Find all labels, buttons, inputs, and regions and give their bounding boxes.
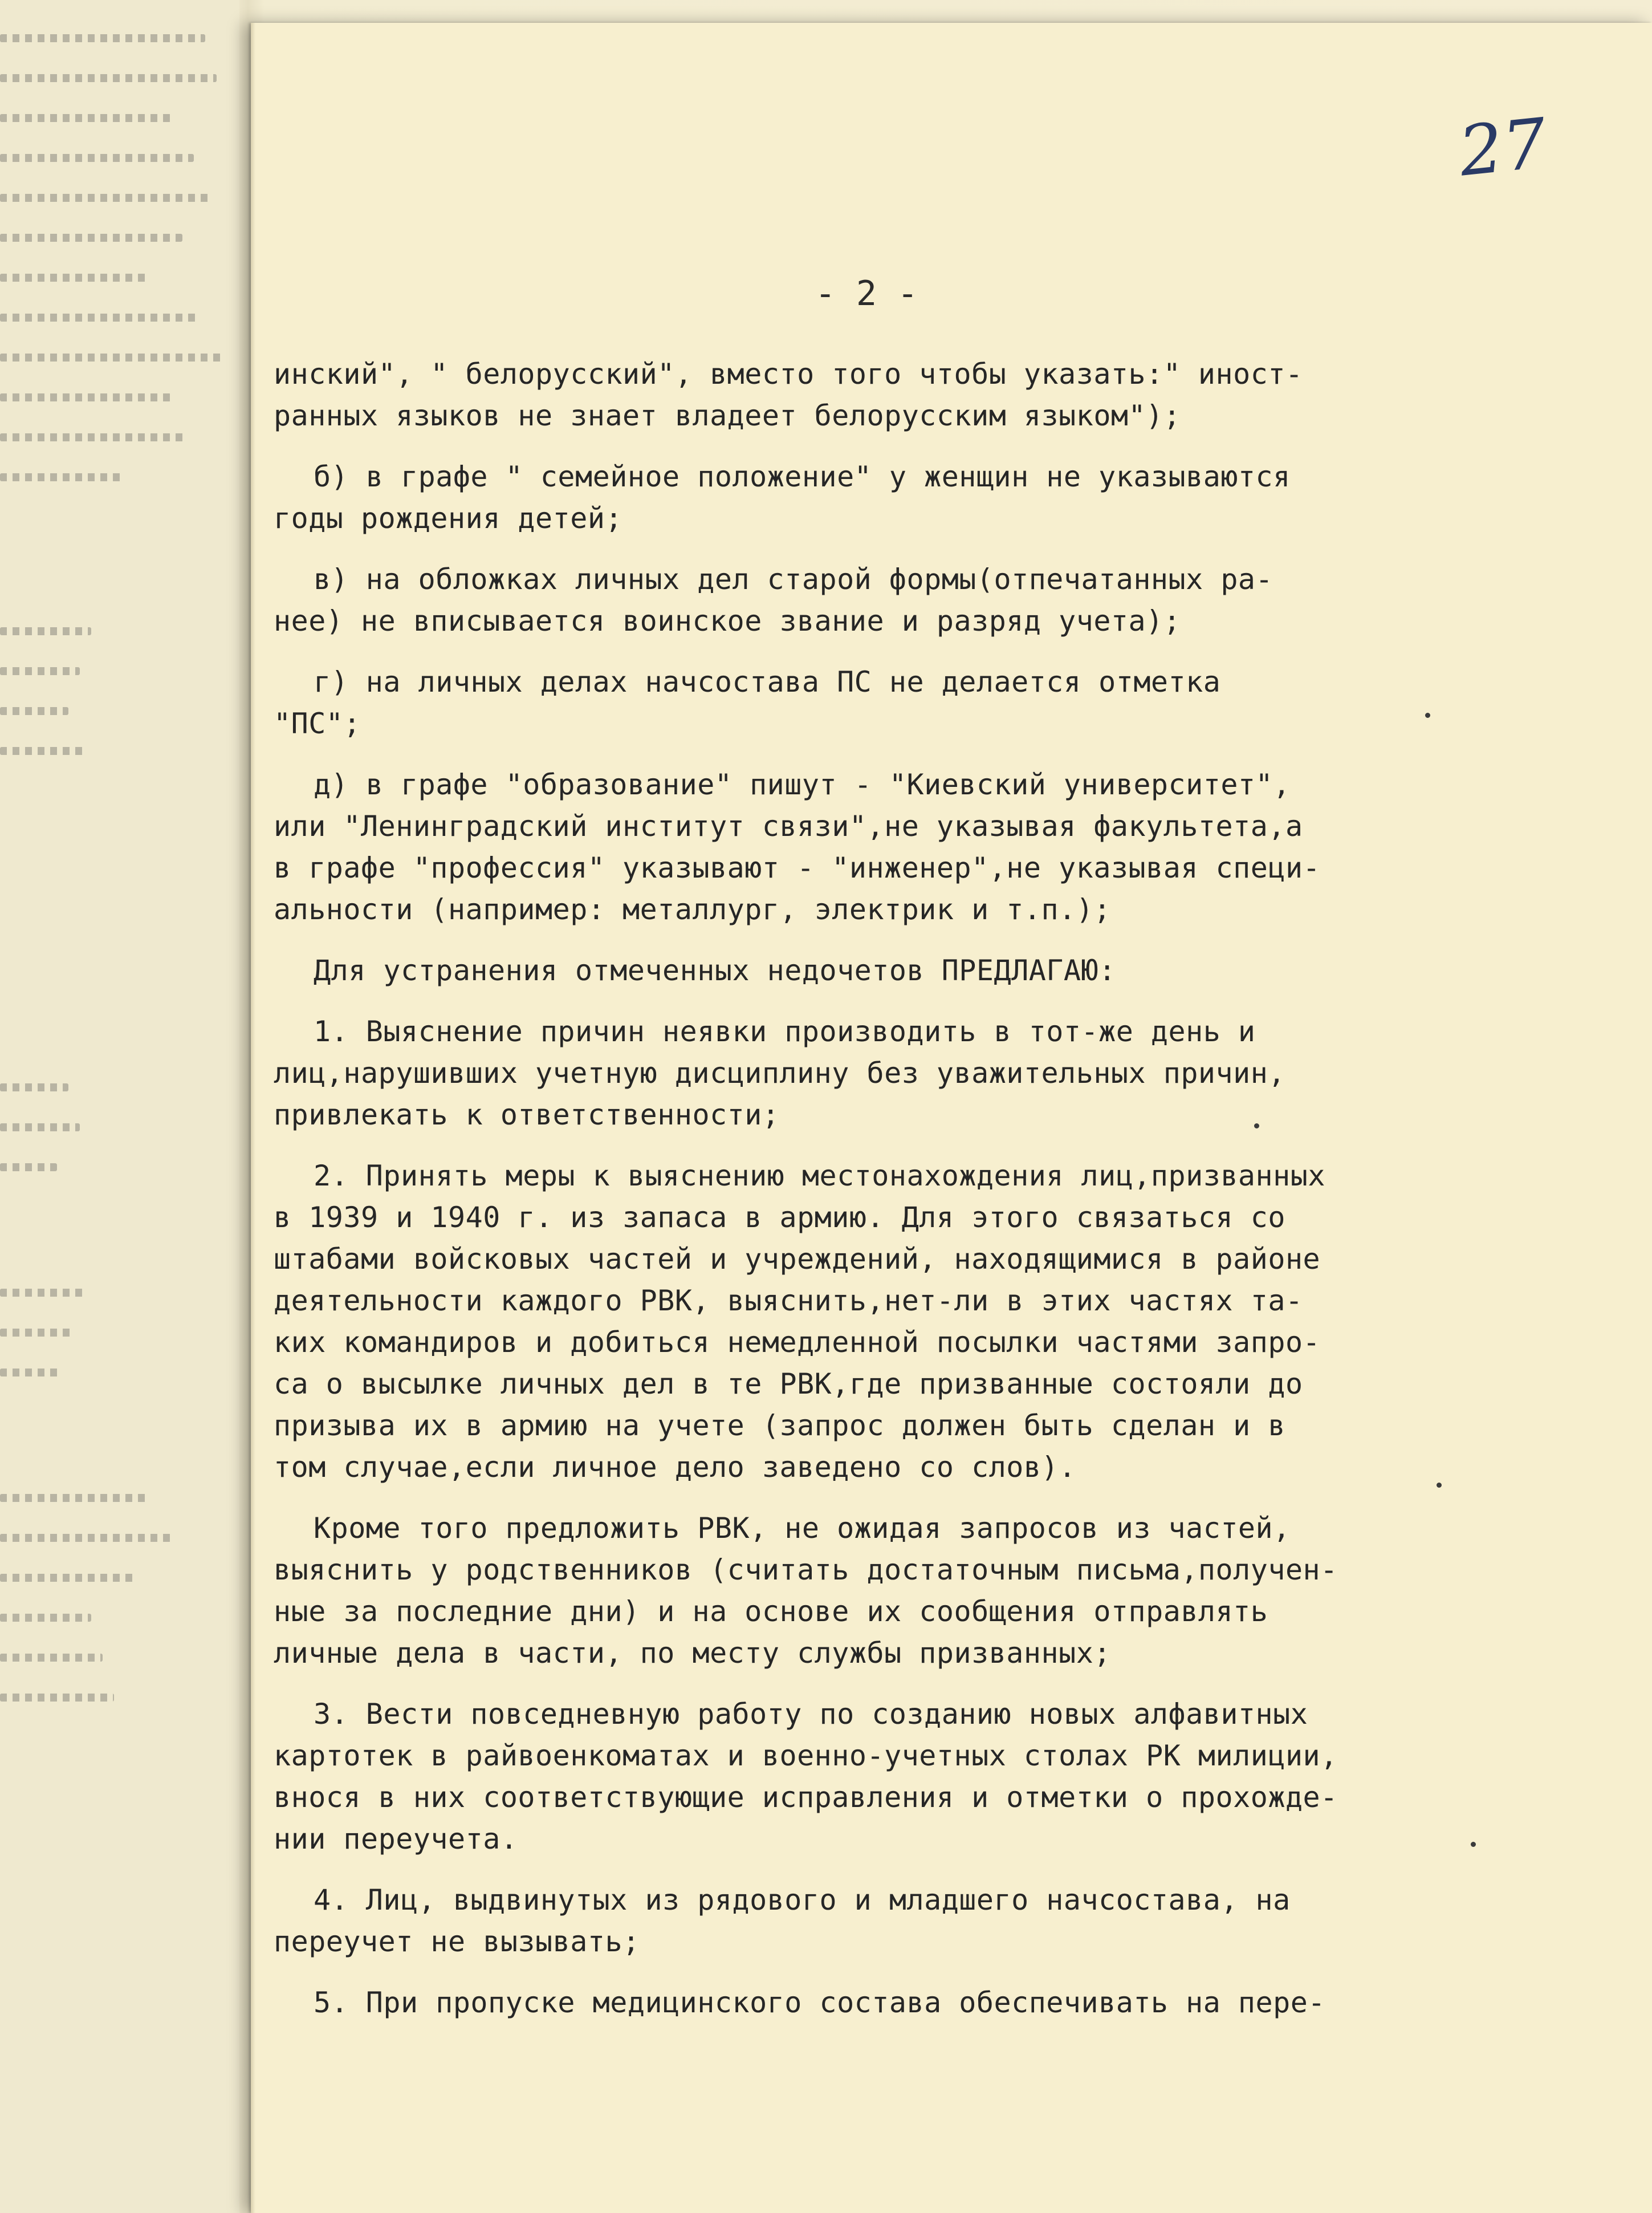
ink-speck — [1437, 1483, 1442, 1488]
text-line: 4. Лиц, выдвинутых из рядового и младшего начсостава, на — [314, 1883, 1291, 1916]
document-page — [251, 23, 1652, 2213]
faded-text-line — [0, 627, 91, 635]
ink-speck — [1254, 1123, 1259, 1128]
text-line: ких командиров и добиться немедленной посылки частями запро- — [274, 1326, 1321, 1359]
text-line: ные за последние дни) и на основе их сообщения отправлять — [274, 1595, 1268, 1628]
faded-text-line — [0, 1574, 137, 1582]
paragraph — [274, 661, 1442, 745]
faded-text-line — [0, 234, 182, 242]
text-line: привлекать к ответственности; — [274, 1098, 780, 1131]
faded-text-line — [0, 473, 125, 481]
faded-text-line — [0, 747, 86, 755]
text-line: или "Ленинградский институт связи",не указывая факультета,а — [274, 810, 1303, 843]
faded-text-line — [0, 354, 222, 362]
paragraph — [274, 354, 1442, 437]
text-line: призыва их в армию на учете (запрос должен быть сделан и в — [274, 1409, 1285, 1442]
paragraph — [274, 950, 1442, 992]
faded-text-line — [0, 194, 211, 202]
faded-text-line — [0, 1494, 148, 1502]
text-line: в) на обложках личных дел старой формы(отпечатанных ра- — [314, 563, 1273, 596]
faded-text-line — [0, 114, 171, 122]
faded-text-line — [0, 74, 217, 82]
paragraph — [274, 1155, 1442, 1488]
faded-text-line — [0, 1289, 86, 1297]
text-line: "ПС"; — [274, 707, 361, 740]
page-number: - 2 - — [815, 274, 918, 314]
text-line: 5. При пропуске медицинского состава обеспечивать на пере- — [314, 1986, 1325, 2019]
text-line: годы рождения детей; — [274, 502, 623, 535]
faded-text-line — [0, 274, 148, 282]
text-line: ранных языков не знает владеет белорусским языком"); — [274, 399, 1181, 432]
faded-text-line — [0, 1369, 63, 1376]
paragraph — [274, 1879, 1442, 1963]
faded-text-line — [0, 393, 171, 401]
ink-speck — [1471, 1842, 1476, 1847]
faded-text-line — [0, 34, 205, 42]
text-line: лиц,нарушивших учетную дисциплину без уважительных причин, — [274, 1057, 1285, 1090]
text-line: 2. Принять меры к выяснению местонахождения лиц,призванных — [314, 1159, 1325, 1192]
faded-text-line — [0, 1654, 103, 1662]
document-body — [274, 354, 1442, 2043]
faded-text-line — [0, 154, 194, 162]
faded-text-line — [0, 707, 68, 715]
paragraph — [274, 1508, 1442, 1674]
faded-text-line — [0, 1329, 74, 1337]
text-line: внося в них соответствующие исправления и отметки о прохожде- — [274, 1781, 1338, 1814]
paragraph — [274, 456, 1442, 539]
text-line: личные дела в части, по месту службы призванных; — [274, 1637, 1111, 1670]
faded-text-line — [0, 1163, 57, 1171]
text-line: деятельности каждого РВК, выяснить,нет-ли в этих частях та- — [274, 1284, 1303, 1317]
faded-text-line — [0, 1614, 91, 1622]
text-line: картотек в райвоенкоматах и военно-учетных столах РК милиции, — [274, 1739, 1338, 1772]
text-line: 1. Выяснение причин неявки производить в тот-же день и — [314, 1015, 1256, 1048]
faded-text-line — [0, 433, 188, 441]
paragraph — [274, 559, 1442, 642]
faded-text-line — [0, 1534, 171, 1542]
handwritten-folio-number: 27 — [1455, 104, 1551, 192]
paragraph — [274, 1694, 1442, 1860]
text-line: са о высылке личных дел в те РВК,где призванные состояли до — [274, 1367, 1303, 1400]
text-line: Для устранения отмеченных недочетов ПРЕДЛАГАЮ: — [314, 954, 1116, 987]
text-line: Кроме того предложить РВК, не ожидая запросов из частей, — [314, 1512, 1291, 1545]
text-line: штабами войсковых частей и учреждений, находящимися в районе — [274, 1242, 1321, 1276]
ink-speck — [1425, 713, 1430, 718]
faded-text-line — [0, 1083, 68, 1091]
underlying-sheet — [0, 0, 239, 2213]
faded-text-line — [0, 1123, 80, 1131]
text-line: переучет не вызывать; — [274, 1925, 640, 1958]
text-line: нее) не вписывается воинское звание и разряд учета); — [274, 604, 1181, 637]
text-line: б) в графе " семейное положение" у женщин не указываются — [314, 460, 1291, 493]
faded-text-line — [0, 667, 80, 675]
text-line: д) в графе "образование" пишут - "Киевский университет", — [314, 768, 1291, 801]
text-line: выяснить у родственников (считать достаточным письма,получен- — [274, 1553, 1338, 1586]
text-line: нии переучета. — [274, 1822, 518, 1855]
text-line: в графе "профессия" указывают - "инженер",не указывая специ- — [274, 851, 1321, 884]
text-line: в 1939 и 1940 г. из запаса в армию. Для этого связаться со — [274, 1201, 1285, 1234]
text-line: том случае,если личное дело заведено со слов). — [274, 1451, 1076, 1484]
page-edge-shadow — [251, 23, 255, 2213]
faded-text-line — [0, 314, 200, 322]
faded-text-line — [0, 1694, 114, 1702]
paragraph — [274, 1982, 1442, 2024]
paragraph — [274, 1011, 1442, 1136]
text-line: инский", " белорусский", вместо того чтобы указать:" иност- — [274, 358, 1303, 391]
paragraph — [274, 764, 1442, 931]
text-line: 3. Вести повседневную работу по созданию новых алфавитных — [314, 1698, 1308, 1731]
text-line: альности (например: металлург, электрик и т.п.); — [274, 893, 1111, 926]
text-line: г) на личных делах начсостава ПС не делается отметка — [314, 665, 1221, 699]
